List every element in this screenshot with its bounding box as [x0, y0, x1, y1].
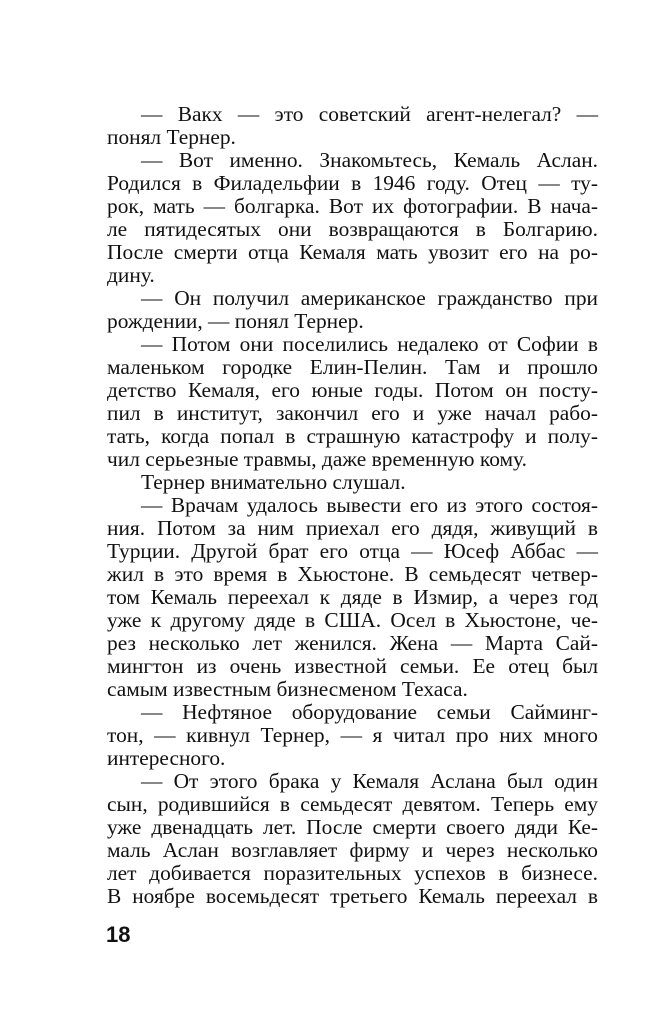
text-line: В ноябре восемьдесят третьего Кемаль переехал в [107, 884, 598, 908]
text-line: — Он получил американское гражданство при [141, 286, 598, 310]
text-line: рождении, — понял Тернер. [107, 309, 364, 333]
text-line: чил серьезные травмы, даже временную кому. [107, 447, 527, 471]
text-line: сын, родившийся в семьдесят девятом. Теперь ему [107, 792, 598, 816]
text-line: детство Кемаля, его юные годы. Потом он посту- [107, 378, 598, 402]
page-number: 18 [106, 922, 131, 947]
text-line: мингтон из очень известной семьи. Ее отец был [107, 654, 598, 678]
text-line: — Вакх — это советский агент-нелегал? — [141, 102, 598, 126]
text-line: пил в институт, закончил его и уже начал рабо- [107, 401, 598, 425]
text-line: рок, мать — болгарка. Вот их фотографии. В нача- [107, 194, 598, 218]
text-line: — Потом они поселились недалеко от Софии в [141, 332, 598, 356]
text-line: Родился в Филадельфии в 1946 году. Отец — ту- [107, 171, 598, 195]
text-line: После смерти отца Кемаля мать увозит его на ро- [107, 240, 598, 264]
text-line: Тернер внимательно слушал. [141, 470, 406, 494]
text-line: — Врачам удалось вывести его из этого состоя- [141, 493, 598, 517]
text-line: — Нефтяное оборудование семьи Сайминг- [141, 700, 598, 724]
text-line: том Кемаль переехал к дяде в Измир, а через год [107, 585, 598, 609]
text-line: жил в это время в Хьюстоне. В семьдесят четвер- [107, 562, 598, 586]
text-line: уже двенадцать лет. После смерти своего дяди Ке- [107, 815, 598, 839]
text-line: ния. Потом за ним приехал его дядя, живущий в [107, 516, 598, 540]
text-line: — Вот именно. Знакомьтесь, Кемаль Аслан. [141, 148, 598, 172]
text-line: маль Аслан возглавляет фирму и через несколько [107, 838, 598, 862]
text-line: интересного. [107, 746, 226, 770]
text-line: тон, — кивнул Тернер, — я читал про них много [107, 723, 598, 747]
text-line: самым известным бизнесменом Техаса. [107, 677, 468, 701]
text-line: дину. [107, 263, 155, 287]
text-line: — От этого брака у Кемаля Аслана был один [141, 769, 598, 793]
text-line: ле пятидесятых они возвращаются в Болгарию. [107, 217, 598, 241]
text-line: рез несколько лет женился. Жена — Марта Сай- [107, 631, 598, 655]
text-line: понял Тернер. [107, 125, 236, 149]
text-line: Турции. Другой брат его отца — Юсеф Аббас — [107, 539, 598, 563]
text-line: тать, когда попал в страшную катастрофу и полу- [107, 424, 598, 448]
text-line: лет добивается поразительных успехов в бизнесе. [107, 861, 598, 885]
text-line: маленьком городке Елин-Пелин. Там и прошло [107, 355, 598, 379]
text-line: уже к другому дяде в США. Осел в Хьюстоне, че- [107, 608, 598, 632]
